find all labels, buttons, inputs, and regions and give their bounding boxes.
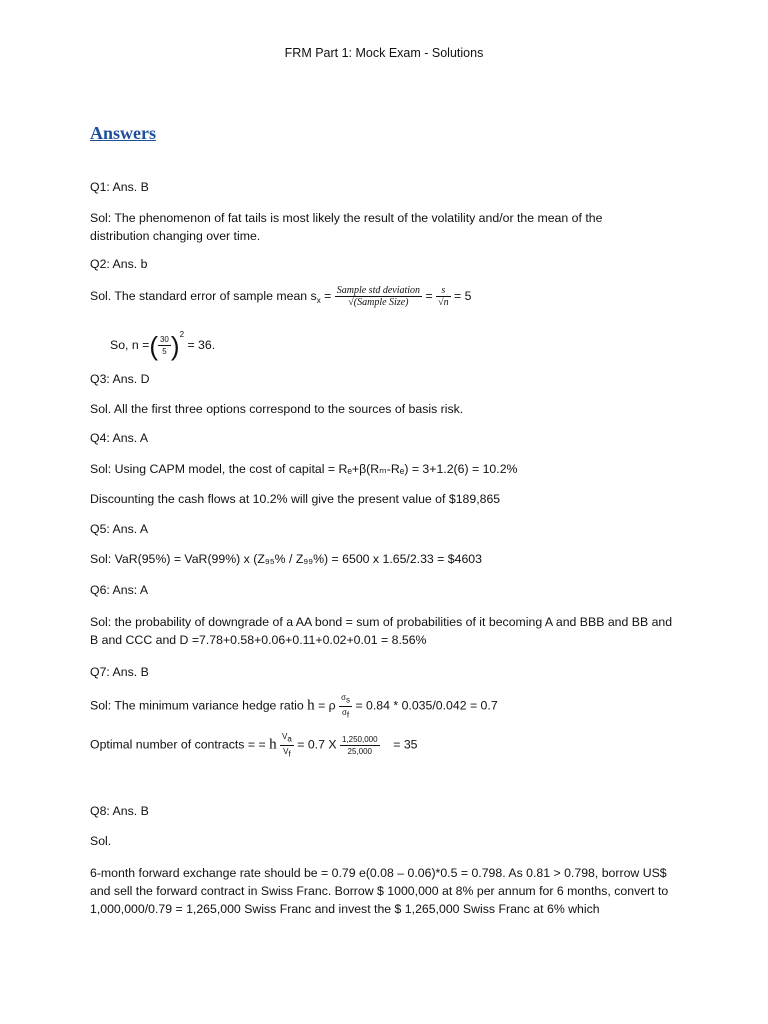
q2-so-label: So, n = <box>110 338 150 352</box>
q7-v-fraction <box>280 731 294 759</box>
q7-sigma-den-sub: f <box>346 710 350 720</box>
q2-label: Q2: Ans. b <box>90 257 148 271</box>
q4-solution-2: Discounting the cash flows at 10.2% will give the present value of $189,865 <box>90 492 501 506</box>
q2-result: = 5 <box>454 288 472 303</box>
q7-h-symbol: h <box>307 697 315 714</box>
q6-solution: Sol: the probability of downgrade of a AA bond = sum of probabilities of it becoming A and BBB and BB and B and CCC and D =7.78+0.58+0.06+0.11+0.02+0.01 = 8.56% <box>90 615 673 647</box>
q2-frac1-den: √(Sample Size) <box>335 296 422 308</box>
q7-amt-den: 25,000 <box>340 745 380 757</box>
q7-sigma-fraction <box>339 692 352 720</box>
q7-eq-rho: = ρ <box>318 698 336 713</box>
q7-label: Q7: Ans. B <box>90 665 149 679</box>
q2-sol-prefix: Sol. The standard error of sample mean s <box>90 288 317 303</box>
q1-solution: Sol: The phenomenon of fat tails is most likely the result of the volatility and/or the mean of the distribution changing over time. <box>90 211 603 243</box>
q7-sigma-num: σ <box>341 693 347 702</box>
q8-sol: Sol. <box>90 834 112 848</box>
q7-calc: = 0.84 * 0.035/0.042 = 0.7 <box>355 698 498 713</box>
q2-so-line <box>110 330 216 361</box>
q5-label: Q5: Ans. A <box>90 522 149 536</box>
q8-label: Q8: Ans. B <box>90 804 149 818</box>
q7-sol-prefix: Sol: The minimum variance hedge ratio <box>90 698 304 713</box>
q7-contracts-mid: = 0.7 X <box>297 737 337 752</box>
q7-amount-fraction <box>340 734 380 757</box>
q3-solution: Sol. All the first three options correspond to the sources of basis risk. <box>90 402 464 416</box>
q5-solution: Sol: VaR(95%) = VaR(99%) x (Z₉₅% / Z₉₉%) = 6500 x 1.65/2.33 = $4603 <box>90 552 482 566</box>
q2-frac3-num: 30 <box>159 335 169 345</box>
q3-label: Q3: Ans. D <box>90 372 150 386</box>
q4-solution: Sol: Using CAPM model, the cost of capital = Rₑ+β(Rₘ-Rₑ) = 3+1.2(6) = 10.2% <box>90 462 518 476</box>
q2-frac1-num: Sample std deviation <box>336 285 421 296</box>
q1-label: Q1: Ans. B <box>90 180 149 194</box>
q2-frac3-den: 5 <box>158 345 171 357</box>
q2-frac2-den: √n <box>438 297 449 308</box>
q7-contracts <box>90 731 418 759</box>
q8-body: 6-month forward exchange rate should be = 0.79 e(0.08 – 0.06)*0.5 = 0.798. As 0.81 > 0.798, borrow US$ and sell the forward contract in Swiss Franc. Borrow $ 1000,000 at 8% per annum for 6 months, convert to 1,000,000/0.79 = 1,265,000 Swiss Franc and invest the $ 1,265,000 Swiss Franc at 6% which <box>90 866 669 916</box>
section-title: Answers <box>90 123 156 143</box>
q7-amt-num: 1,250,000 <box>341 734 378 744</box>
page-header: FRM Part 1: Mock Exam - Solutions <box>284 46 484 60</box>
q7-v-den: V <box>283 746 289 756</box>
q7-sigma-den: σ <box>341 707 347 717</box>
paren-close: ) <box>170 330 180 361</box>
q2-solution <box>90 285 471 308</box>
paren-open: ( <box>149 330 158 361</box>
q6-label: Q6: Ans: A <box>90 583 149 597</box>
q7-contracts-prefix: Optimal number of contracts = = <box>90 737 266 752</box>
q7-contracts-h: h <box>269 736 277 753</box>
q7-sigma-num-sub: s <box>346 695 351 705</box>
q2-eq: = <box>324 288 332 303</box>
q2-fraction-1 <box>335 285 422 308</box>
q7-v-num-sub: a <box>287 734 292 744</box>
q2-fraction-2 <box>436 285 451 308</box>
q4-label: Q4: Ans. A <box>90 431 149 445</box>
q7-v-num: V <box>282 732 288 741</box>
q7-hedge-ratio <box>90 692 498 720</box>
q2-frac2-num: s <box>441 285 446 296</box>
q2-eq2: = <box>425 288 433 303</box>
q2-so-result: = 36. <box>187 338 216 352</box>
q7-contracts-result: = 35 <box>393 737 418 752</box>
q2-fraction-3 <box>158 334 171 357</box>
q2-exponent: 2 <box>179 330 185 339</box>
q7-v-den-sub: f <box>288 749 291 759</box>
q2-sol-sub: x <box>316 296 321 306</box>
